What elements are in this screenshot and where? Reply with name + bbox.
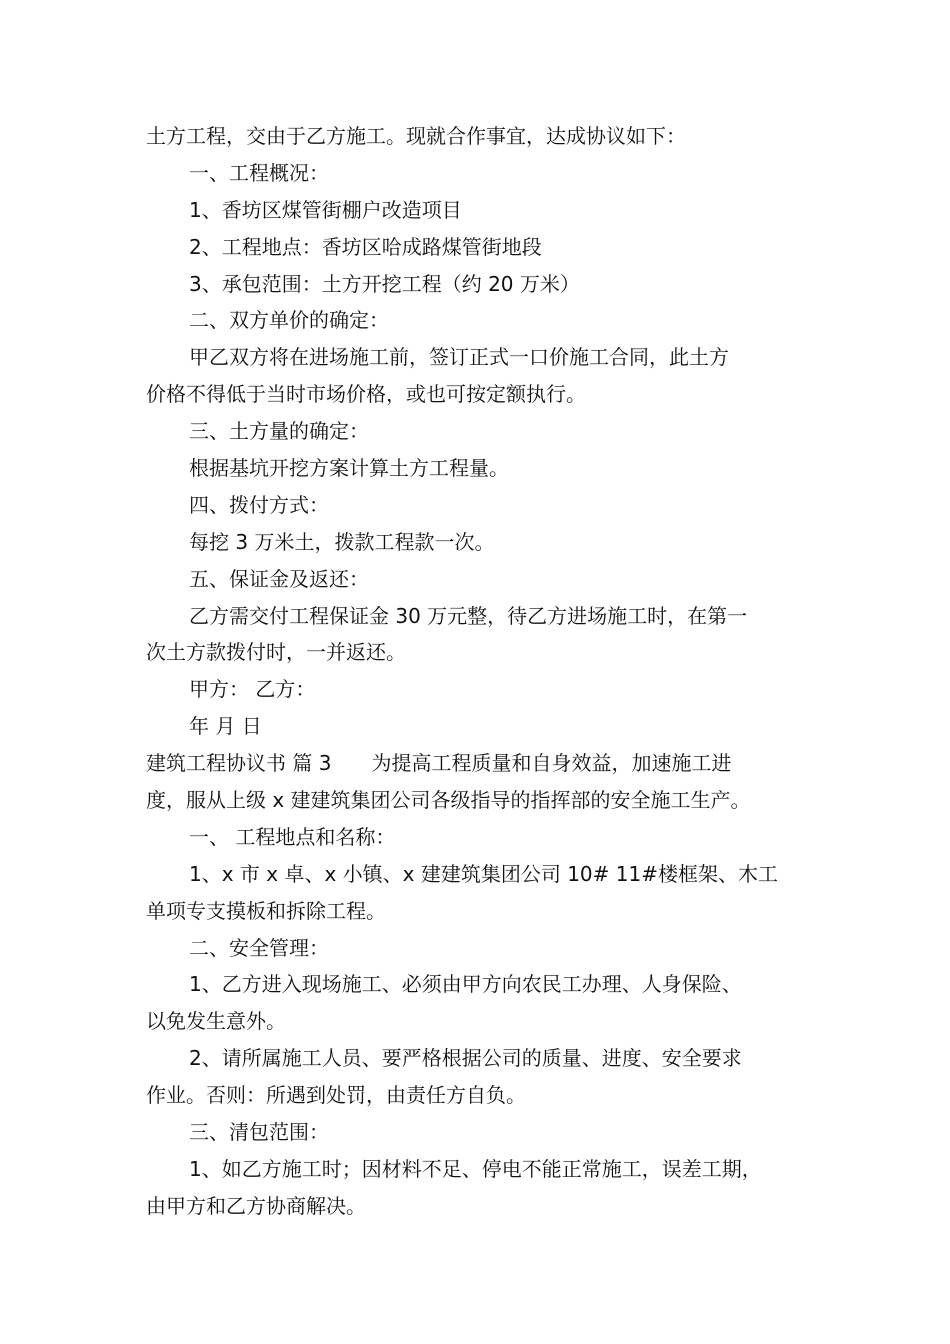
paragraph-line: 五、保证金及返还： <box>189 566 369 591</box>
paragraph-line: 1、乙方进入现场施工、必须由甲方向农民工办理、人身保险、 <box>189 972 742 997</box>
paragraph-line: 一、工程概况： <box>189 160 329 185</box>
paragraph-line: 三、清包范围： <box>189 1120 329 1145</box>
paragraph-line: 1、x 市 x 卓、x 小镇、x 建建筑集团公司 10# 11#楼框架、木工 <box>189 861 778 886</box>
paragraph-line: 1、香坊区煤管街棚户改造项目 <box>189 197 462 222</box>
section-title: 建筑工程协议书 篇 3 <box>146 751 332 776</box>
paragraph-line: 1、如乙方施工时；因材料不足、停电不能正常施工，误差工期， <box>189 1156 762 1181</box>
paragraph-line: 作业。否则：所遇到处罚，由责任方自负。 <box>146 1083 526 1108</box>
paragraph-line: 2、请所属施工人员、要严格根据公司的质量、进度、安全要求 <box>189 1046 742 1071</box>
section-intro: 为提高工程质量和自身效益，加速施工进 <box>371 751 732 776</box>
paragraph-line: 每挖 3 万米土，拨款工程款一次。 <box>189 529 495 554</box>
paragraph-line: 年 月 日 <box>189 714 262 739</box>
paragraph-line: 次土方款拨付时，一并返还。 <box>146 640 406 665</box>
paragraph-line: 以免发生意外。 <box>146 1009 286 1034</box>
paragraph-line: 3、承包范围：土方开挖工程（约 20 万米） <box>189 271 580 296</box>
paragraph-line: 2、工程地点：香坊区哈成路煤管街地段 <box>189 234 542 259</box>
paragraph-line: 根据基坑开挖方案计算土方工程量。 <box>189 456 509 481</box>
paragraph-line: 二、安全管理： <box>189 935 329 960</box>
paragraph-line: 乙方需交付工程保证金 30 万元整，待乙方进场施工时，在第一 <box>189 603 748 628</box>
section-heading-line <box>146 745 826 782</box>
document-body-part2 <box>146 782 826 1225</box>
paragraph-line: 土方工程，交由于乙方施工。现就合作事宜，达成协议如下： <box>146 124 686 148</box>
paragraph-line: 甲乙双方将在进场施工前，签订正式一口价施工合同，此土方 <box>189 345 729 370</box>
paragraph-line: 由甲方和乙方协商解决。 <box>146 1193 366 1218</box>
paragraph-line: 四、拨付方式： <box>189 492 329 517</box>
paragraph-line: 度，服从上级 x 建建筑集团公司各级指导的指挥部的安全施工生产。 <box>146 788 751 813</box>
paragraph-line: 二、双方单价的确定： <box>189 308 389 333</box>
document-page <box>146 118 826 1225</box>
document-body-part1 <box>146 118 826 745</box>
paragraph-line: 甲方： 乙方： <box>189 677 316 702</box>
paragraph-line: 单项专支摸板和拆除工程。 <box>146 898 386 923</box>
paragraph-line: 价格不得低于当时市场价格，或也可按定额执行。 <box>146 382 586 407</box>
paragraph-line: 三、土方量的确定： <box>189 419 369 444</box>
paragraph-line: 一、 工程地点和名称： <box>189 824 396 849</box>
